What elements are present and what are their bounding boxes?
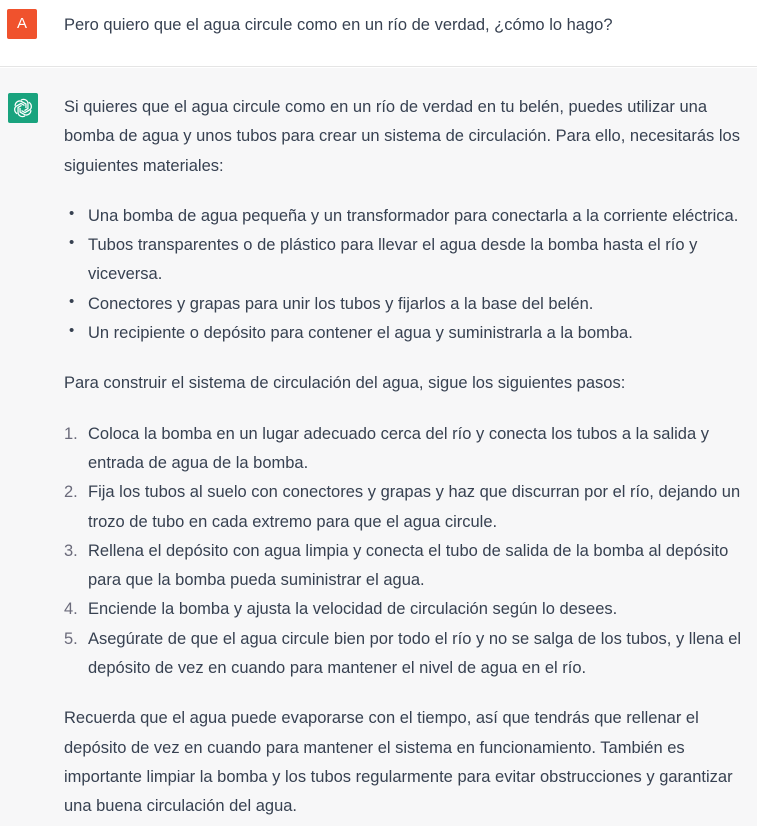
user-message-row bbox=[0, 0, 757, 67]
step-text: Fija los tubos al suelo con conectores y grapas y haz que discurran por el río, dejando un trozo de tubo en cada extremo para que el agua circule. bbox=[88, 483, 741, 531]
closing-paragraph: Recuerda que el agua puede evaporarse con el tiempo, así que tendrás que rellenar el depósito de vez en cuando para mantener el sistema en funcionamiento. También es importante limpiar la bomba y los tubos regularmente para evitar obstrucciones y garantizar una buena circulación del agua. bbox=[64, 709, 733, 816]
list-item: • Una bomba de agua pequeña y un transformador para conectarla a la corriente eléctrica. bbox=[64, 202, 754, 231]
steps-list bbox=[64, 420, 754, 684]
list-item bbox=[64, 478, 754, 537]
list-item bbox=[64, 537, 754, 596]
list-item: • Conectores y grapas para unir los tubos y fijarlos a la base del belén. bbox=[64, 290, 754, 319]
step-number: 2. bbox=[64, 483, 78, 502]
steps-intro-paragraph: Para construir el sistema de circulación del agua, sigue los siguientes pasos: bbox=[64, 374, 626, 393]
list-item: • Un recipiente o depósito para contener el agua y suministrarla a la bomba. bbox=[64, 319, 754, 348]
materials-list bbox=[64, 202, 754, 348]
step-text: Asegúrate de que el agua circule bien por todo el río y no se salga de los tubos, y llena el depósito de vez en cuando para mantener el nivel de agua en el río. bbox=[88, 629, 742, 678]
user-avatar: A bbox=[7, 9, 37, 39]
intro-paragraph: Si quieres que el agua circule como en un río de verdad en tu belén, puedes utilizar una bomba de agua y unos tubos para crear un sistema de circulación. Para ello, necesitarás los siguientes materiales: bbox=[64, 98, 740, 175]
step-text: Coloca la bomba en un lugar adecuado cerca del río y conecta los tubos a la salida y entrada de agua de la bomba. bbox=[88, 424, 709, 472]
list-item: • Tubos transparentes o de plástico para llevar el agua desde la bomba hasta el río y viceversa. bbox=[64, 231, 754, 290]
step-text: Rellena el depósito con agua limpia y conecta el tubo de salida de la bomba al depósito para que la bomba pueda suministrar el agua. bbox=[88, 541, 729, 590]
openai-logo-icon bbox=[8, 93, 38, 123]
list-item bbox=[64, 625, 754, 684]
user-message-text: Pero quiero que el agua circule como en un río de verdad, ¿cómo lo hago? bbox=[64, 16, 613, 34]
assistant-message-content bbox=[64, 93, 754, 822]
step-number: 4. bbox=[64, 600, 78, 619]
step-number: 5. bbox=[64, 629, 78, 648]
list-item bbox=[64, 595, 754, 624]
assistant-message-row bbox=[0, 68, 757, 826]
step-text: Enciende la bomba y ajusta la velocidad de circulación según lo desees. bbox=[88, 600, 618, 619]
step-number: 1. bbox=[64, 424, 78, 443]
step-number: 3. bbox=[64, 541, 78, 560]
list-item bbox=[64, 420, 754, 479]
